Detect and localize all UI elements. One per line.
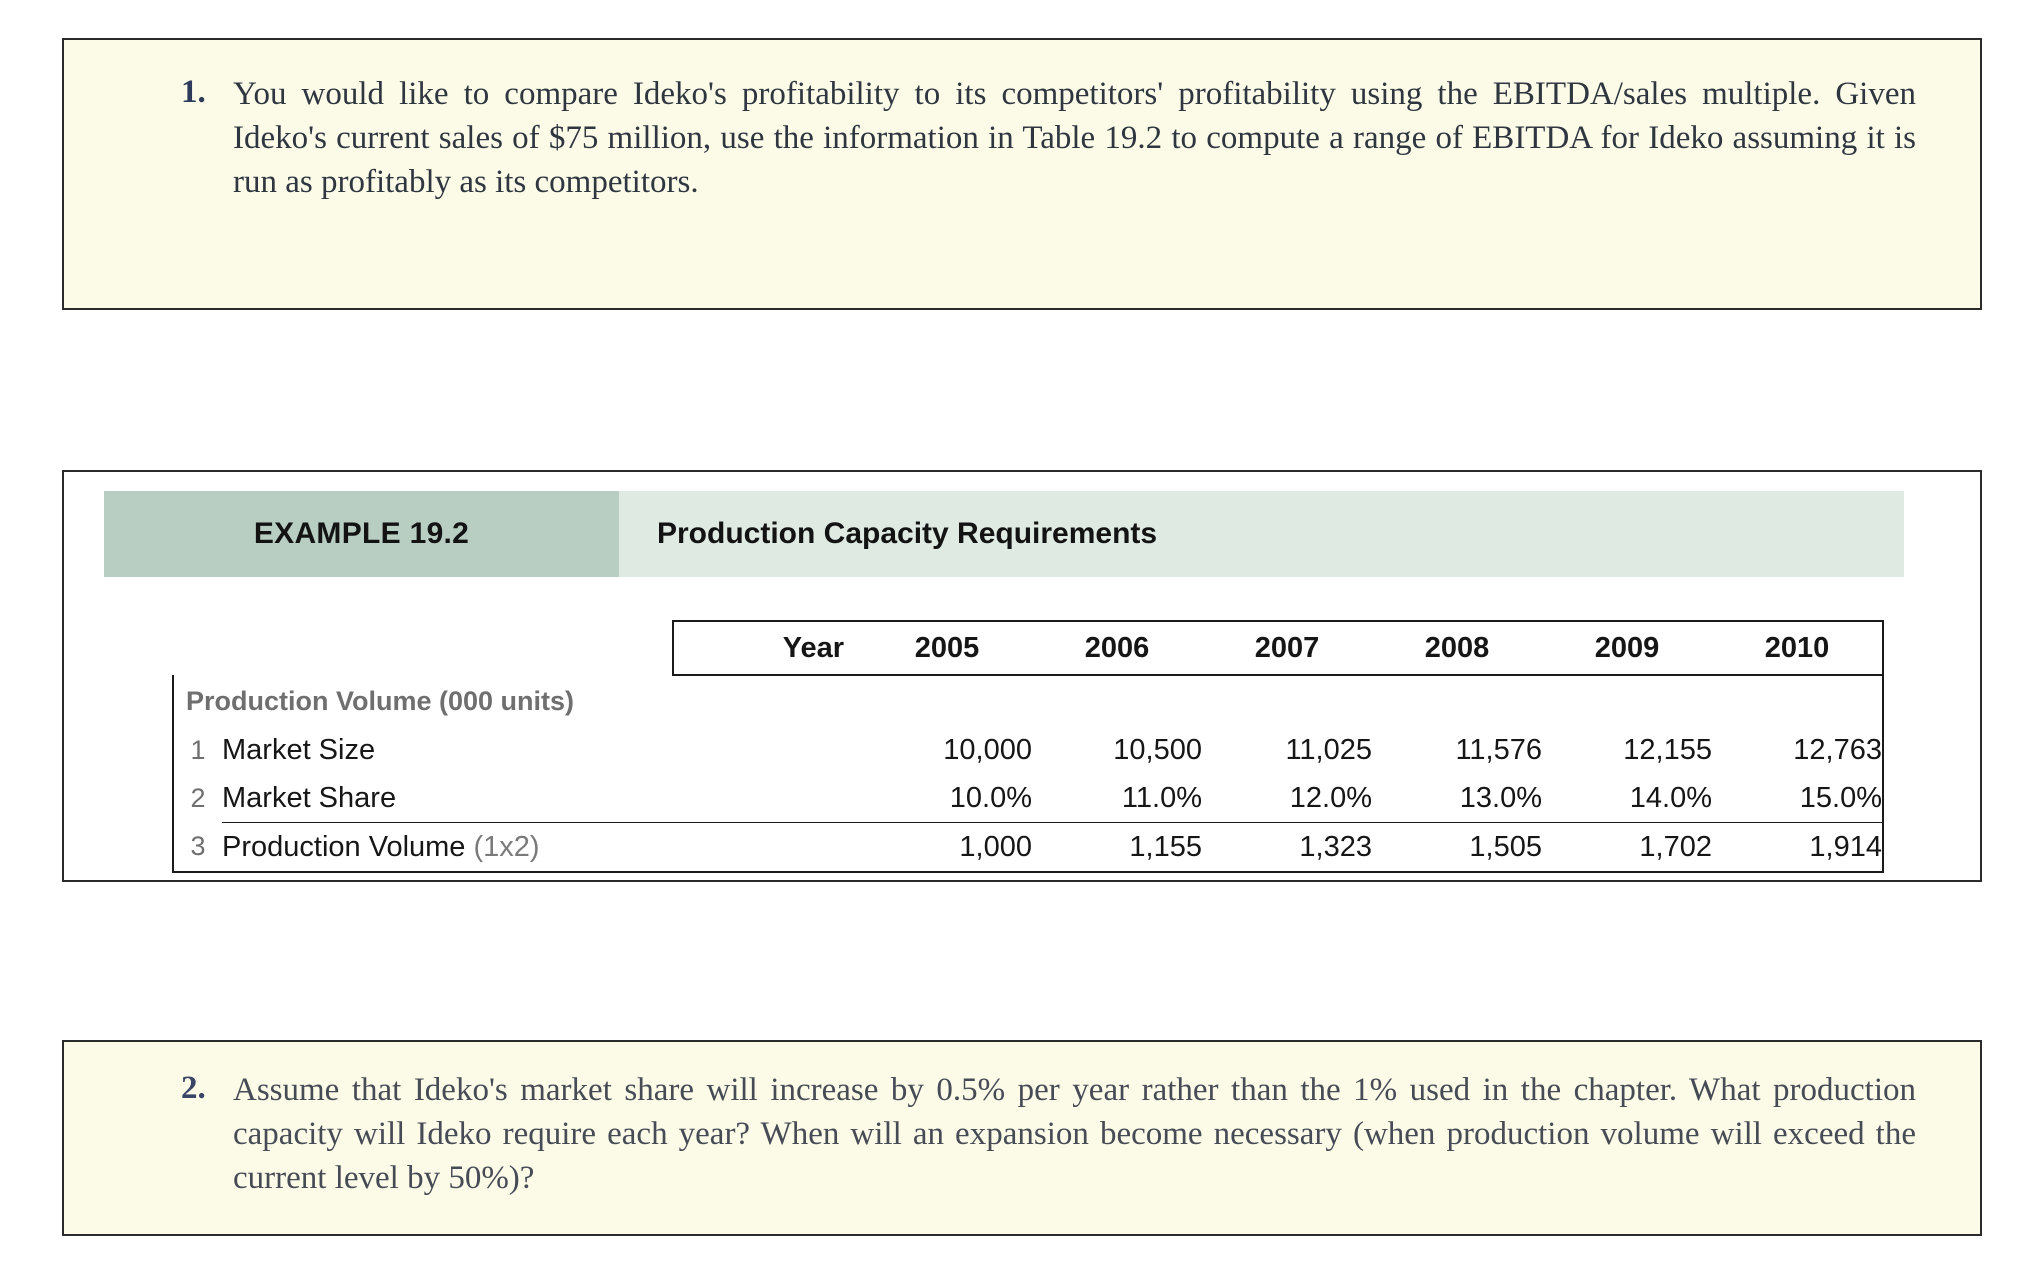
- header-year-2007: 2007: [1202, 621, 1372, 675]
- header-year-label: Year: [673, 621, 862, 675]
- cell-2006: 11.0%: [1121, 781, 1202, 814]
- cell-2009: 14.0%: [1629, 781, 1712, 814]
- cell-2005: 1,000: [862, 823, 1032, 873]
- example-block: [62, 470, 1982, 882]
- section-label: Production Volume (000 units): [173, 675, 862, 726]
- cell-2005: 10.0%: [949, 781, 1032, 814]
- row-label: Market Share: [222, 781, 397, 814]
- section-blank-4: [1372, 675, 1542, 726]
- example-title: Production Capacity Requirements: [619, 491, 1904, 577]
- row-number: 2: [173, 774, 222, 823]
- section-blank-5: [1542, 675, 1712, 726]
- section-blank-3: [1202, 675, 1372, 726]
- cell-2008: 13.0%: [1459, 781, 1542, 814]
- header-year-2010: 2010: [1712, 621, 1883, 675]
- problem-box-1: [62, 38, 1982, 310]
- header-year-2008: 2008: [1372, 621, 1542, 675]
- header-year-2005: 2005: [862, 621, 1032, 675]
- table-row: [173, 823, 1883, 873]
- problem-box-2: [62, 1040, 1982, 1236]
- section-blank-2: [1032, 675, 1202, 726]
- row-label: Market Size: [222, 733, 376, 766]
- problem-number: 1.: [181, 74, 206, 110]
- section-blank-6: [1712, 675, 1883, 726]
- section-blank-1: [862, 675, 1032, 726]
- problem-text: You would like to compare Ideko's profitability to its competitors' profitability using the EBITDA/sales multiple. Given Ideko's current sales of $75 million, use the information in Table 19.2 to compute a range of EBITDA for Ideko assuming it is run as profitably as its competitors.: [233, 76, 1916, 201]
- row-label-note: (1x2): [473, 830, 540, 863]
- table-row: [173, 726, 1883, 774]
- cell-2009: 1,702: [1542, 823, 1712, 873]
- cell-2010: 12,763: [1712, 726, 1883, 774]
- cell-2008: 11,576: [1455, 733, 1542, 766]
- table-section-row: [173, 675, 1883, 726]
- cell-2006: 1,155: [1032, 823, 1202, 873]
- row-number: 3: [173, 823, 222, 873]
- row-label: Production Volume: [222, 830, 474, 863]
- cell-2008: 1,505: [1372, 823, 1542, 873]
- row-number: 1: [173, 726, 222, 774]
- example-header: [104, 491, 1904, 577]
- cell-2007: 11,025: [1285, 733, 1372, 766]
- table-header-row: [173, 621, 1883, 675]
- cell-2007: 1,323: [1202, 823, 1372, 873]
- problem-text: Assume that Ideko's market share will increase by 0.5% per year rather than the 1% used in the chapter. What production capacity will Ideko require each year? When will an expansion become necessary (when production volume will exceed the current level by 50%)?: [233, 1072, 1916, 1197]
- example-tag: EXAMPLE 19.2: [104, 491, 619, 577]
- table-row: [173, 774, 1883, 823]
- cell-2006: 10,500: [1113, 733, 1202, 766]
- row-label-cell: [222, 823, 862, 873]
- header-year-2006: 2006: [1032, 621, 1202, 675]
- cell-2005: 10,000: [943, 733, 1032, 766]
- problem-number: 2.: [181, 1070, 206, 1106]
- header-spacer: [173, 621, 222, 675]
- cell-2009: 12,155: [1623, 733, 1712, 766]
- cell-2010: 15.0%: [1712, 774, 1883, 823]
- header-spacer-label: [222, 621, 673, 675]
- production-capacity-table: [172, 620, 1884, 873]
- header-year-2009: 2009: [1542, 621, 1712, 675]
- cell-2007: 12.0%: [1289, 781, 1372, 814]
- cell-2010: 1,914: [1712, 823, 1883, 873]
